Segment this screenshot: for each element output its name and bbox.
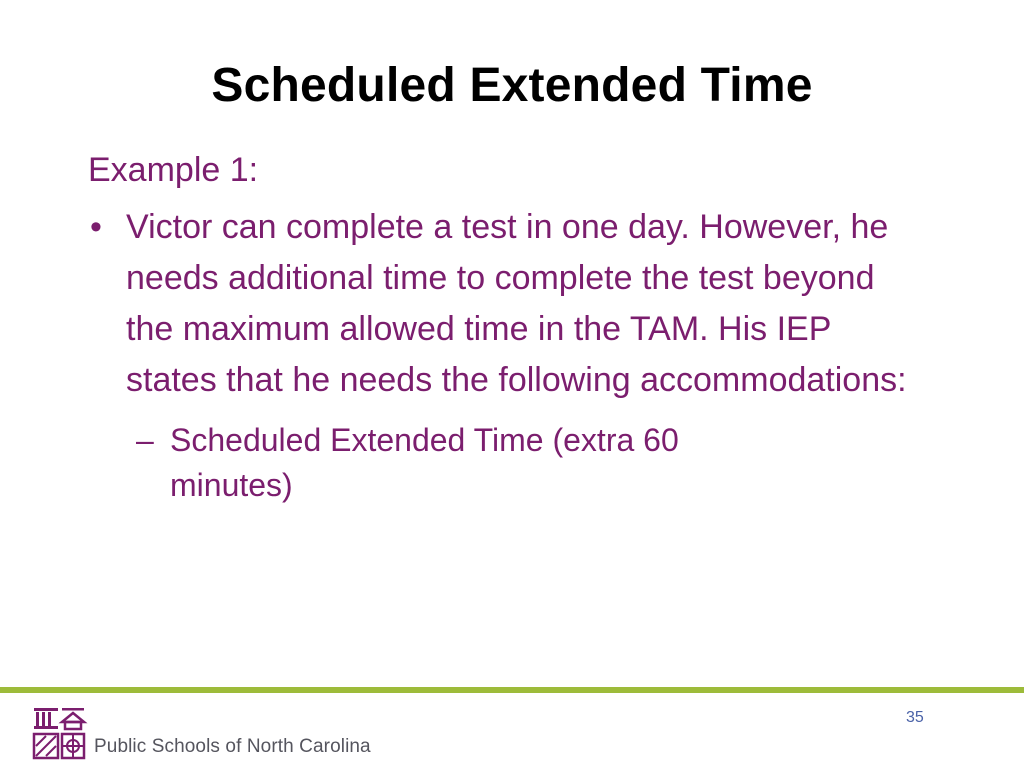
page-number: 35 (906, 709, 924, 726)
footer-organization: Public Schools of North Carolina (94, 736, 371, 757)
sub-bullet-item (136, 418, 918, 508)
footer-divider (0, 687, 1024, 693)
example-label: Example 1: (88, 151, 259, 189)
slide-title: Scheduled Extended Time (211, 59, 813, 112)
nc-public-schools-logo-icon (32, 704, 88, 760)
bullet-item (88, 202, 918, 406)
bullet-text: Victor can complete a test in one day. However, he needs additional time to complete the test beyond the maximum allowed time in the TAM. His IEP states that he needs the following accommodations: (126, 208, 907, 399)
sub-bullet-text: Scheduled Extended Time (extra 60 minutes) (170, 422, 679, 503)
slide-body (88, 148, 918, 508)
bullet-glyph: • (90, 208, 102, 246)
sub-bullet-glyph: – (136, 422, 154, 458)
